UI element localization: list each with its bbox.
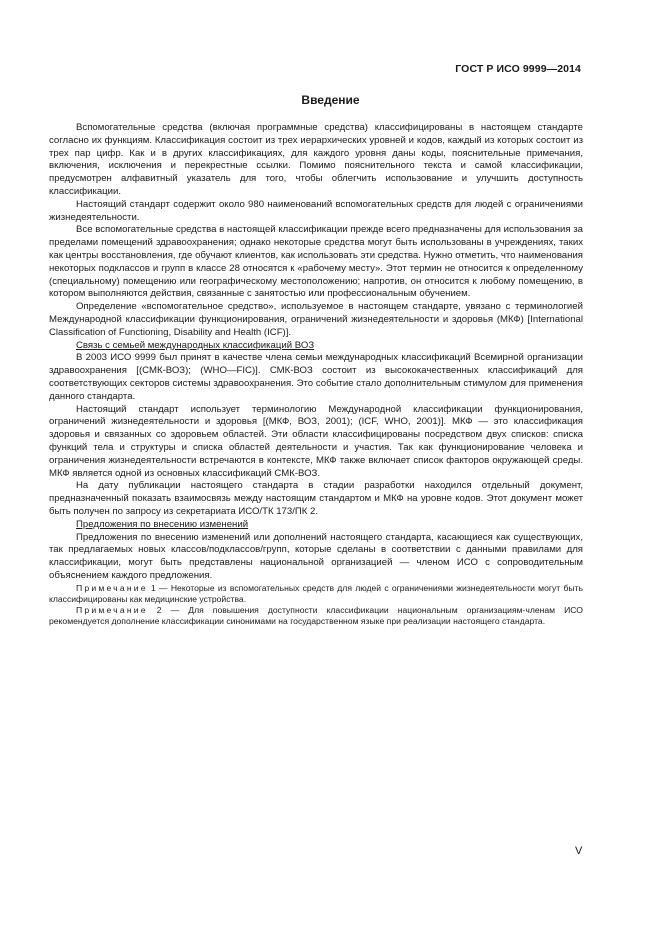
subheading-change-proposals: Предложения по внесению изменений	[76, 518, 249, 530]
subheading-who-classifications: Связь с семьей международных классификаций ВОЗ	[76, 339, 315, 351]
paragraph: Настоящий стандарт использует терминологию Международной классификации функционирования, ограничений жизнедеятельности и здоровья [(МКФ, ВОЗ, 2001); (ICF, WHO, 2001)]. МКФ — это классификация здоровья и связанных со здоровьем областей. Эти области классифицированы посредством двух списков: списка функций тела и структуры и списка областей деятельности и участия. Так как функционирование человека и ограничения жизнедеятельности встречаются в контексте, МКФ также включает список факторов окружающей среды. МКФ является одной из основных классификаций СМК-ВОЗ.	[49, 403, 583, 479]
paragraph: Предложения по внесению изменений или дополнений настоящего стандарта, касающиеся как существующих, так предлагаемых новых классов/подклассов/групп, которые сделаны в соответствии с данными правилами для классификации, могут быть представлены национальной организацией — членом ИСО с сопроводительным объяснением каждого предложения.	[49, 531, 583, 581]
paragraph: Настоящий стандарт содержит около 980 наименований вспомогательных средств для людей с ограничениями жизнедеятельности.	[49, 198, 583, 223]
paragraph: Вспомогательные средства (включая программные средства) классифицированы в настоящем стандарте согласно их функциям. Классификация состоит из трех иерархических уровней и кодов, каждый из которых состоит из трех пар цифр. Как и в других классификациях, для каждого уровня даны коды, пояснительные примечания, включения, исключения и перекрестные ссылки. Помимо пояснительного текста и самой классификации, предусмотрен алфавитный указатель для того, чтобы облегчить использование и улучшить доступность классификации.	[49, 122, 583, 197]
note-2	[49, 605, 583, 627]
paragraph: В 2003 ИСО 9999 был принят в качестве члена семьи международных классификаций Всемирной организации здравоохранения [(СМК-ВОЗ); (WHO—FIC)]. СМК-ВОЗ состоит из высококачественных классификаций для соответствующих секторов системы здравоохранения. Это событие стало дополнительным стимулом для применения данного стандарта.	[49, 352, 583, 402]
note-text: 1 — Некоторые из вспомогательных средств для людей с ограничениями жизнедеятельности могут быть классифицированы как медицинские устройства.	[49, 582, 583, 604]
paragraph: На дату публикации настоящего стандарта в стадии разработки находился отдельный документ, предназначенный показать взаимосвязь между настоящим стандартом и МКФ на уровне кодов. Этот документ может быть получен по запросу из секретариата ИСО/ТК 173/ПК 2.	[49, 480, 583, 517]
note-label: Примечание	[76, 582, 148, 593]
document-header-id: ГОСТ Р ИСО 9999—2014	[455, 63, 581, 75]
page-number: V	[575, 845, 583, 857]
section-title: Введение	[301, 93, 360, 107]
note-label: Примечание	[76, 605, 148, 616]
note-1	[49, 583, 583, 605]
body-text	[49, 122, 583, 628]
paragraph: Все вспомогательные средства в настоящей классификации прежде всего предназначены для использования за пределами помещений здравоохранения; однако некоторые средства могут быть использованы в учреждениях, таких как центры восстановления, где обучают клиентов, как использовать эти средства. Нужно отметить, что наименования некоторых подклассов и групп в классе 28 относятся к «рабочему месту». Этот термин не относится к определенному (специальному) помещению или географическому местоположению; напротив, он относится к любому помещению, в котором выполняются действия, связанные с занятостью или профессиональным обучением.	[49, 224, 583, 300]
note-text: 2 — Для повышения доступности классификации национальным организациям-членам ИСО рекомендуется дополнение классификации синонимами на государственном языке при реализации настоящего стандарта.	[49, 605, 583, 627]
paragraph: Определение «вспомогательное средство», используемое в настоящем стандарте, увязано с терминологией Международной классификации функционирования, ограничений жизнедеятельности и здоровья (МКФ) [International Classification of Functioning, Disability and Health (ICF)].	[49, 301, 583, 338]
